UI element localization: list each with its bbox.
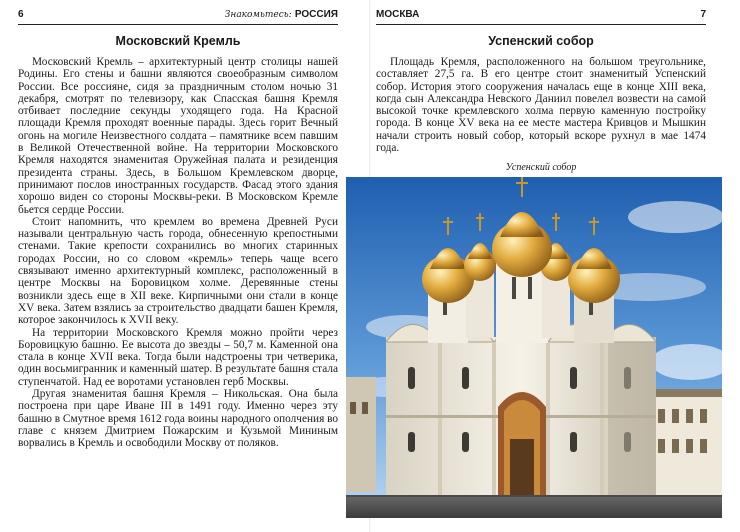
cathedral-photo xyxy=(346,177,722,518)
running-head-section: МОСКВА xyxy=(376,9,420,20)
left-page-number: 6 xyxy=(18,9,24,20)
right-body-text xyxy=(376,56,706,154)
left-running-head xyxy=(18,9,338,25)
running-head-prefix: Знакомьтесь: xyxy=(224,10,292,20)
left-paragraph: На территории Московского Кремля можно пройти через Боровицкую башню. Ее высота до звезды – 50,7 м. Каменной она стала в конце XVII века. Тогда были надстроены три четверика, один восьмигранник и каменный шатер. В результате башня стала ступенчатой. Над ее воротами установлен герб Москвы. xyxy=(18,326,338,388)
left-paragraph: Стоит напомнить, что кремлем во времена Древней Руси называли центральную часть города, обнесенную крепостными стенами. Такие крепости сохранились во многих старинных городах России, но со словом «кремль» теперь чаще всего связывают именно архитектурный комплекс, расположенный в центре Москвы на Боровицком холме. Деревянные стены возникли здесь еще в XII веке. Кирпичными они стали в конце XV века. Затем взялись за строительство двадцати башен Кремля, которое закончилось к XVII веку. xyxy=(18,215,338,327)
photo-caption: Успенский собор xyxy=(505,162,577,173)
left-paragraph: Другая знаменитая башня Кремля – Никольская. Она была построена при царе Иване III в 1491 году. Именно через эту башню в Смутное время 1612 года воины народного ополчения во главе с князем Дмитрием Пожарским и Кузьмой Мининым ворвались в Кремль и освободили Москву от поляков. xyxy=(18,388,338,450)
right-page-number: 7 xyxy=(700,9,706,20)
right-running-head xyxy=(376,9,706,25)
right-paragraph: Площадь Кремля, расположенного на большом треугольнике, составляет 27,5 га. В его центре стоит знаменитый Успенский собор. История этого сооружения началась еще в конце XIII века, когда сын Александра Невского Даниил повелел возвести на самой высокой точке кремлевского холма первую каменную постройку города. В конце XV века на ее месте мастера Кривцов и Мышкин начали строить новый собор, который вскоре рухнул в мае 1474 года. xyxy=(376,56,706,155)
running-head-title: РОССИЯ xyxy=(294,9,338,20)
left-paragraph: Московский Кремль – архитектурный центр столицы нашей Родины. Его стены и башни являются своеобразным символом России. Все россияне, сидя за праздничным столом ночью 31 декабря, смотрят по телевизору, как Спасская башня Кремля отбивает последние секунды уходящего года. На Красной площади Кремля проходят военные парады. Здесь горит Вечный огонь на могиле Неизвестного солдата – памятнике всем павшим в Великой Отечественной войне. На территории Московского Кремля находятся знаменитая Оружейная палата и резиденция президента страны. Здесь, в Большом Кремлевском дворце, принимают послов иностранных государств. Фасад этого здания хорошо виден со стороны Москвы-реки. В Московском Кремле бьется сердце России. xyxy=(18,56,338,216)
right-heading: Успенский собор xyxy=(488,34,594,48)
left-body-text xyxy=(18,56,338,450)
left-running-title xyxy=(225,9,338,20)
right-page xyxy=(370,0,740,532)
left-heading: Московский Кремль xyxy=(115,34,241,48)
